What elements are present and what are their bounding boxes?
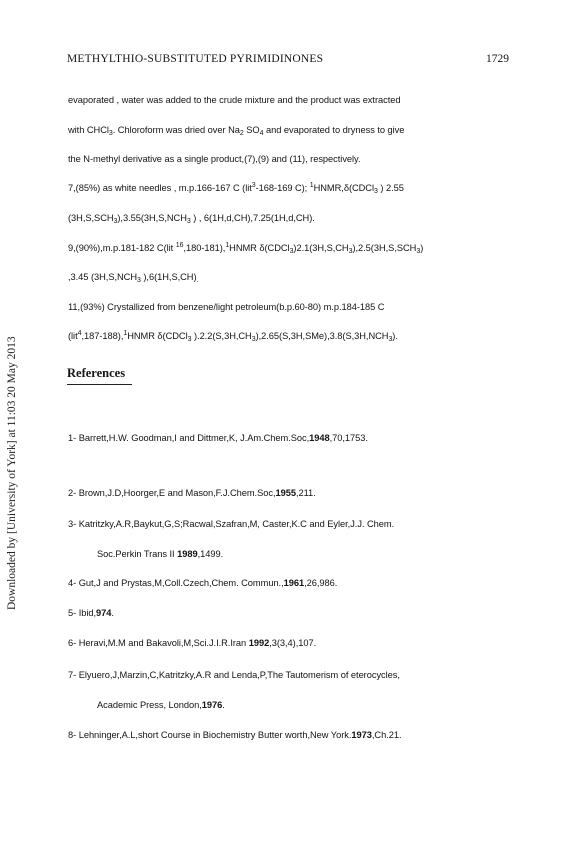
- running-title: METHYLTHIO-SUBSTITUTED PYRIMIDINONES: [67, 53, 324, 65]
- reference-6: 6- Heravi,M.M and Bakavoli,M,Sci.J.I.R.Iran 1992,3(3,4),107.: [68, 638, 317, 648]
- body-line-7: ,3.45 ($3H,S,NCH_3$ )$,6(1H,S,CH)_.$: [68, 272, 199, 284]
- body-line-1: evaporated , water was added to the crude mixture and the product was extracted: [68, 95, 401, 105]
- reference-8: 8- Lehninger,A.L,short Course in Biochemistry Butter worth,New York.1973,Ch.21.: [68, 730, 402, 740]
- reference-7-line-2: Academic Press, London,1976.: [97, 700, 225, 710]
- references-heading: References: [67, 366, 126, 380]
- body-line-9: (lit$^4$,187-188),$^1$HNMR δ(CDCl$_3$ )$.2.2(S,3H,CH_3),2.65(S,3H,SMe),3.8(S,3H,NCH_3)$.: [68, 330, 398, 343]
- reference-2: 2- Brown,J.D,Hoorger,E and Mason,F.J.Chem.Soc,1955,211.: [68, 488, 316, 498]
- body-line-5: $(3H,S,SCH_3),3.55(3H,S,NCH_3$ ) , 6(1H,d,CH),7.25(1H,d,CH).: [68, 213, 315, 225]
- reference-7-line-1: 7- Elyuero,J,Marzin,C,Katritzky,A.R and Lenda,P,The Tautomerism of eterocycles,: [68, 670, 400, 680]
- body-line-8: 11,(93%) Crystallized from benzene/light petroleum(b.p.60-80) m.p.184-185 C: [68, 302, 385, 312]
- body-line-2: with CHCl$_3$. Chloroform was dried over $Na_2$ $SO_4$ and evaporated to dryness to give: [68, 125, 405, 137]
- body-line-4: 7,(85%) as white needles , m.p.166-167 C (lit$^3$-168-169 C); $^1$HNMR,δ(CDCl$_3$ ) 2.55: [68, 182, 404, 195]
- reference-3-line-1: 3- Katritzky,A.R,Baykut,G,S;Racwal,Szafran,M, Caster,K.C and Eyler,J.J. Chem.: [68, 519, 395, 529]
- reference-4: 4- Gut,J and Prystas,M,Coll.Czech,Chem. Commun.,1961,26,986.: [68, 578, 338, 588]
- body-line-3: the N-methyl derivative as a single product,(7),(9) and (11), respectively.: [68, 154, 361, 164]
- download-watermark: Downloaded by [University of York] at 11:03 20 May 2013: [6, 336, 18, 610]
- page-number: 1729: [486, 53, 509, 65]
- reference-5: 5- Ibid,974.: [68, 608, 114, 618]
- body-line-6: 9,(90%),m.p.181-182 C(lit $^{16}$,180-181),$^1$HNMR $\delta(CDCl_3)2.1(3H,S,CH_3),2.5(3H,S,SCH_3)$: [68, 242, 424, 255]
- reference-3-line-2: Soc.Perkin Trans II 1989,1499.: [97, 549, 224, 559]
- heading-underline: [67, 384, 132, 385]
- reference-1: 1- Barrett,H.W. Goodman,I and Dittmer,K, J.Am.Chem.Soc,1948,70,1753.: [68, 433, 368, 443]
